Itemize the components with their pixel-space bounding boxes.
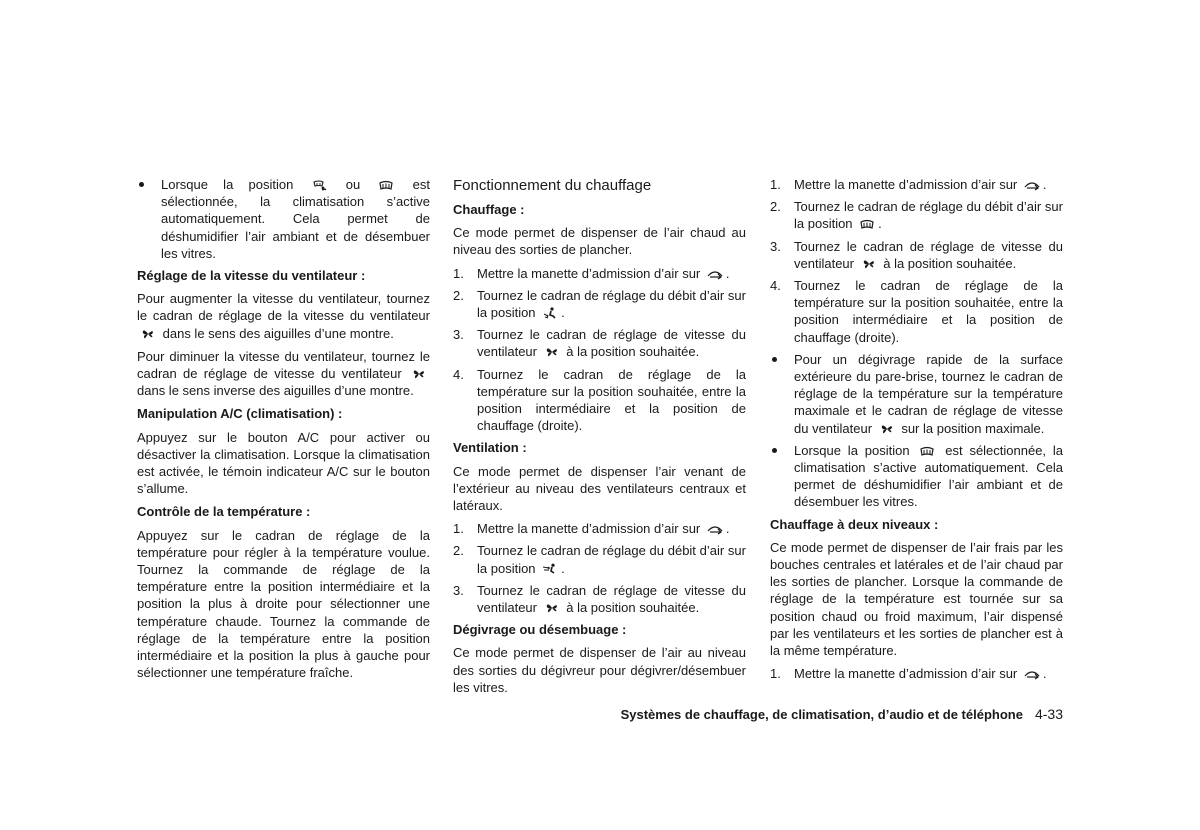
paragraph-text: dans le sens des aiguilles d’une montre. (162, 325, 394, 341)
step-number: 2. (453, 543, 464, 559)
step-text: Mettre la manette d’admission d’air sur (794, 177, 1018, 192)
step-text: Mettre la manette d’admission d’air sur (477, 265, 701, 281)
step-number: 3. (453, 327, 464, 343)
section-title: Fonctionnement du chauffage (453, 177, 652, 194)
step-text: . (725, 265, 730, 281)
outside-air-icon (1024, 668, 1040, 680)
outside-air-icon (707, 268, 723, 280)
outside-air-icon (707, 523, 723, 535)
step-text: . (561, 560, 565, 576)
step-number: 4. (453, 366, 464, 382)
bullet-list (137, 176, 430, 262)
bullet-text: est sélectionnée, la climatisation s’active automatiquement. Cela permet de déshumidifier l’air ambiant et de désembuer les vitres. (794, 442, 1063, 510)
step-text: Tournez le cadran de réglage du débit d’air sur la position (794, 199, 1063, 232)
step-number: 2. (770, 199, 781, 215)
paragraph: Appuyez sur le bouton A/C pour activer ou désactiver la climatisation. Lorsque la climatisation est activée, le témoin indicateur A/C sur le bouton s’allume. (137, 429, 430, 497)
chapter-title: Systèmes de chauffage, de climatisation, d’audio et de téléphone (620, 707, 1023, 722)
paragraph (137, 348, 430, 400)
paragraph-text: Pour diminuer la vitesse du ventilateur, tournez le cadran de réglage de vitesse du ventilateur (137, 348, 430, 382)
list-item (770, 442, 1063, 511)
list-item (770, 176, 1063, 193)
ventilation-heading: Ventilation : (453, 440, 527, 456)
step-text: Tournez le cadran de réglage du débit d’air sur la position (477, 543, 746, 576)
step-number: 1. (453, 521, 464, 537)
list-item (453, 582, 746, 616)
bullet-text: sur la position maximale. (901, 420, 1045, 436)
paragraph (137, 290, 430, 342)
defrost-heading: Dégivrage ou désembuage : (453, 622, 627, 638)
step-number: 3. (770, 238, 781, 254)
bullet-text: Pour un dégivrage rapide de la surface extérieure du pare-brise, tournez le cadran de réglage de la température sur la température maximale et le cadran de réglage de vitesse du ventilateur (794, 351, 1063, 436)
face-vent-icon (542, 563, 558, 575)
defrost-icon (919, 445, 935, 457)
list-item (770, 277, 1063, 346)
column-middle (453, 176, 746, 702)
step-text: . (878, 216, 882, 232)
step-text: Tournez le cadran de réglage de la température sur la position souhaitée, entre la position intermédiaire et la position de chauffage (droite). (794, 278, 1063, 345)
list-item (770, 665, 1063, 682)
fan-speed-heading: Réglage de la vitesse du ventilateur : (137, 268, 366, 284)
paragraph: Ce mode permet de dispenser de l’air frais par les bouches centrales et latérales et de l’air chaud par les sorties de plancher. Lorsque la commande de réglage de la température est tournée sur sa position chaud ou froid maximum, l’air dispensé par les ventilateurs et les sorties de plancher est à la même température. (770, 539, 1063, 659)
paragraph: Ce mode permet de dispenser de l’air au niveau des sorties du dégivreur pour dégivrer/désembuer les vitres. (453, 645, 746, 695)
step-number: 4. (770, 278, 781, 294)
step-text: Tournez le cadran de réglage de la température sur la position souhaitée, entre la position intermédiaire et la position de chauffage (droite). (477, 366, 746, 434)
fan-icon (140, 328, 156, 340)
list-item (453, 366, 746, 435)
heating-steps (453, 265, 746, 435)
bullet-dot (772, 357, 777, 362)
step-number: 3. (453, 582, 464, 598)
step-text: à la position souhaitée. (566, 344, 700, 360)
defrost-steps (770, 176, 1063, 346)
step-text: Tournez le cadran de réglage de vitesse du ventilateur (794, 238, 1063, 271)
page-number: 4-33 (1034, 706, 1063, 722)
list-item (137, 176, 430, 262)
list-item (453, 520, 746, 537)
bullet-text: Lorsque la position (161, 177, 294, 192)
list-item (770, 198, 1063, 232)
list-item (770, 238, 1063, 272)
fan-icon (879, 423, 895, 435)
list-item (453, 287, 746, 321)
paragraph: Appuyez sur le cadran de réglage de la température pour régler à la température voulue. Tournez la commande de réglage de la température entre la position intermédiaire et la position la plus à droite pour sélectionner une température chaude. Tournez la commande de réglage de la température entre la position intermédiaire et la position la plus à gauche pour sélectionner une température fraîche. (137, 527, 430, 681)
bullet-text: Lorsque la position (794, 442, 910, 458)
ac-heading: Manipulation A/C (climatisation) : (137, 406, 343, 422)
bilevel-steps (770, 665, 1063, 682)
step-text: . (1042, 177, 1047, 192)
bullet-dot (139, 182, 144, 187)
step-number: 1. (453, 265, 464, 281)
list-item (453, 542, 746, 576)
step-text: Tournez le cadran de réglage du débit d’air sur la position (477, 287, 746, 321)
list-item (770, 351, 1063, 437)
step-text: . (1042, 666, 1047, 682)
paragraph: Ce mode permet de dispenser l’air venant de l’extérieur au niveau des ventilateurs centraux et latéraux. (453, 463, 746, 514)
fan-icon (411, 368, 427, 380)
step-text: . (725, 521, 730, 537)
fan-icon (544, 602, 560, 614)
ventilation-steps (453, 520, 746, 616)
step-text: à la position souhaitée. (883, 255, 1017, 271)
step-text: Tournez le cadran de réglage de vitesse du ventilateur (477, 327, 746, 360)
foot-icon (542, 307, 558, 319)
bilevel-heading: Chauffage à deux niveaux : (770, 516, 939, 532)
list-item (453, 265, 746, 282)
step-text: Mettre la manette d’admission d’air sur (794, 666, 1018, 682)
outside-air-icon (1024, 179, 1040, 191)
defrost-icon (859, 218, 875, 230)
bullet-list (770, 351, 1063, 511)
step-text: Mettre la manette d’admission d’air sur (477, 521, 701, 537)
temperature-heading: Contrôle de la température : (137, 504, 311, 520)
step-number: 2. (453, 287, 464, 303)
paragraph-text: dans le sens inverse des aiguilles d’une montre. (137, 383, 414, 399)
list-item (453, 326, 746, 360)
column-right (770, 176, 1063, 687)
page-footer (560, 706, 1063, 722)
bullet-dot (772, 448, 777, 453)
step-number: 1. (770, 666, 781, 682)
step-number: 1. (770, 177, 781, 192)
heating-heading: Chauffage : (453, 202, 525, 217)
bullet-text: est sélectionnée, la climatisation s’active automatiquement. Cela permet de déshumidifier l’air ambiant et de désembuer les vitres. (161, 177, 430, 261)
column-left (137, 176, 430, 687)
bullet-text: ou (345, 177, 361, 192)
step-text: . (561, 305, 565, 321)
fan-icon (544, 346, 560, 358)
defrost-icon (378, 179, 394, 191)
paragraph-text: Pour augmenter la vitesse du ventilateur, tournez le cadran de réglage de la vitesse du ventilateur (137, 291, 430, 324)
step-text: à la position souhaitée. (566, 600, 700, 616)
fan-icon (861, 258, 877, 270)
foot-defrost-icon (312, 179, 328, 191)
step-text: Tournez le cadran de réglage de vitesse du ventilateur (477, 582, 746, 616)
paragraph: Ce mode permet de dispenser de l’air chaud au niveau des sorties de plancher. (453, 225, 746, 258)
